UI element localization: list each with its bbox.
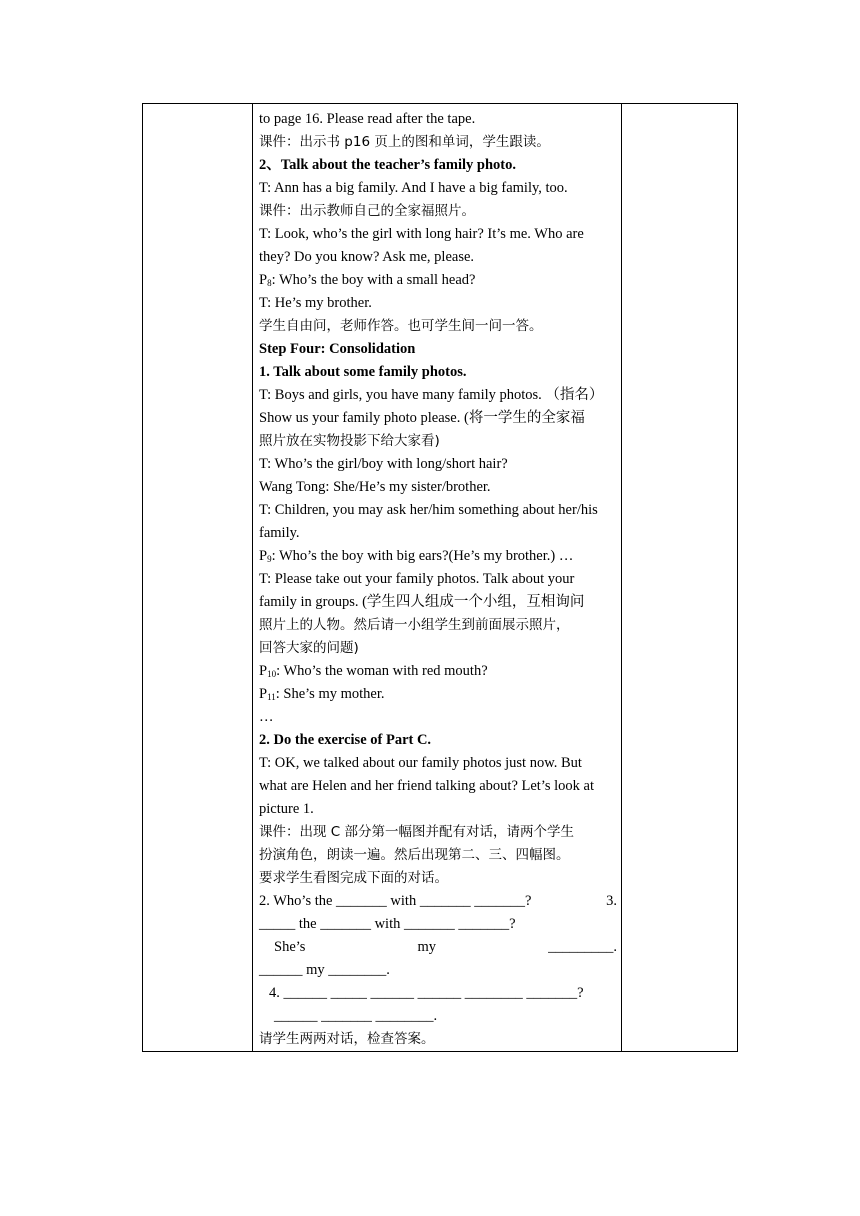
text-line: family.: [259, 525, 300, 541]
text-line: 扮演角色，朗读一遍。然后出现第二、三、四幅图。: [259, 847, 570, 863]
exercise-line: [259, 890, 617, 913]
speaker-text: : Who’s the boy with a small head?: [271, 272, 476, 288]
text-line: to page 16. Please read after the tape.: [259, 111, 476, 127]
text-line: T: Who’s the girl/boy with long/short hair?: [259, 456, 508, 472]
speaker-number: 10: [267, 669, 277, 679]
text-line: [259, 269, 617, 292]
exercise-blank: _________.: [548, 939, 617, 955]
text-line: T: Look, who’s the girl with long hair? It’s me. Who are: [259, 226, 584, 242]
text-line: 课件：出现 C 部分第一幅图并配有对话，请两个学生: [259, 824, 575, 840]
exercise-line: _____ the _______ with _______ _______?: [259, 916, 516, 932]
section-heading: 2、Talk about the teacher’s family photo.: [259, 157, 516, 173]
exercise-question-2: 2. Who’s the _______ with _______ _______?: [259, 893, 532, 909]
content-column-cell: [259, 108, 617, 1051]
exercise-line: ______ my ________.: [259, 962, 390, 978]
speaker-text: : Who’s the woman with red mouth?: [276, 663, 488, 679]
text-line: T: Please take out your family photos. Talk about your: [259, 571, 575, 587]
speaker-number: 8: [267, 278, 272, 288]
text-line: T: OK, we talked about our family photos just now. But: [259, 755, 582, 771]
speaker-label: P: [259, 686, 268, 702]
text-line: Show us your family photo please. (将一学生的全家福: [259, 410, 585, 426]
text-line: what are Helen and her friend talking about? Let’s look at: [259, 778, 594, 794]
text-line: 照片上的人物。然后请一小组学生到前面展示照片，: [259, 617, 570, 633]
exercise-word: She’s: [274, 939, 306, 955]
text-line: 学生自由问，老师作答。也可学生间一问一答。: [259, 318, 543, 334]
text-line: picture 1.: [259, 801, 314, 817]
text-line: [259, 683, 617, 706]
speaker-text: : Who’s the boy with big ears?(He’s my brother.) …: [271, 548, 574, 564]
right-column-cell: [621, 104, 737, 1051]
speaker-text: : She’s my mother.: [275, 686, 385, 702]
text-line: T: Children, you may ask her/him something about her/his: [259, 502, 598, 518]
exercise-line: 4. ______ _____ ______ ______ ________ _______?: [269, 985, 584, 1001]
left-column-cell: [143, 104, 253, 1051]
section-heading: 1. Talk about some family photos.: [259, 364, 467, 380]
text-line: T: Ann has a big family. And I have a big family, too.: [259, 180, 568, 196]
text-line: 要求学生看图完成下面的对话。: [259, 870, 448, 886]
text-line: they? Do you know? Ask me, please.: [259, 249, 475, 265]
lesson-plan-table: [142, 103, 738, 1052]
step-heading: Step Four: Consolidation: [259, 341, 416, 357]
exercise-word: my: [417, 939, 437, 955]
speaker-label: P: [259, 272, 268, 288]
exercise-line: ______ _______ ________.: [274, 1008, 438, 1024]
text-line: T: He’s my brother.: [259, 295, 372, 311]
speaker-label: P: [259, 663, 268, 679]
text-line: [259, 545, 617, 568]
text-line: …: [259, 709, 274, 725]
text-line: 课件：出示书 p16 页上的图和单词，学生跟读。: [259, 134, 550, 150]
text-line: 请学生两两对话，检查答案。: [259, 1031, 435, 1047]
text-line: 回答大家的问题): [259, 640, 359, 656]
text-line: 照片放在实物投影下给大家看): [259, 433, 440, 449]
exercise-line: [259, 936, 617, 959]
text-line: T: Boys and girls, you have many family photos. （指名）: [259, 387, 604, 403]
text-line: 课件：出示教师自己的全家福照片。: [259, 203, 475, 219]
text-line: family in groups. (学生四人组成一个小组，互相询问: [259, 594, 585, 610]
speaker-number: 11: [267, 692, 276, 702]
text-line: [259, 660, 617, 683]
section-heading: 2. Do the exercise of Part C.: [259, 732, 432, 748]
text-line: Wang Tong: She/He’s my sister/brother.: [259, 479, 491, 495]
speaker-label: P: [259, 548, 268, 564]
speaker-number: 9: [267, 554, 272, 564]
exercise-number-3: 3.: [606, 893, 617, 909]
